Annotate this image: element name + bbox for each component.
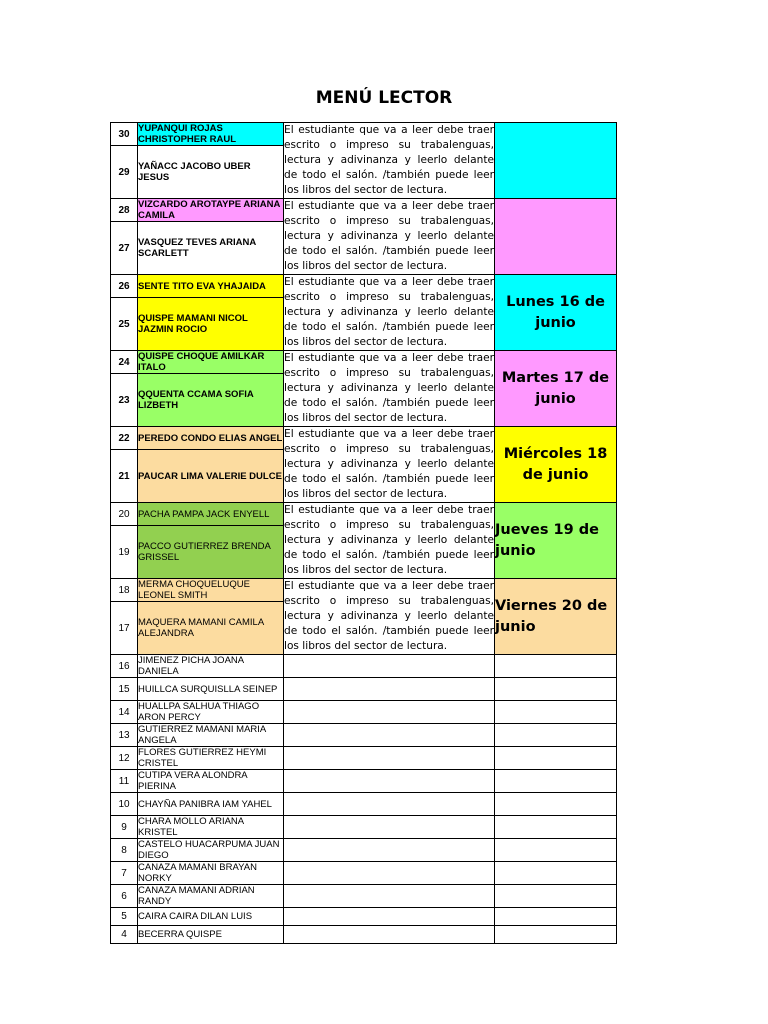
day-cell-miercoles: Miércoles 18 de junio bbox=[495, 427, 617, 503]
student-name: HUILLCA SURQUISLLA SEINEP bbox=[138, 678, 284, 701]
table-row bbox=[111, 655, 617, 678]
student-name: YAÑACC JACOBO UBER JESUS bbox=[138, 146, 284, 199]
empty-cell bbox=[284, 724, 495, 747]
student-name: FLORES GUTIERREZ HEYMI CRISTEL bbox=[138, 747, 284, 770]
table-row bbox=[111, 862, 617, 885]
instruction-text: El estudiante que va a leer debe traer escrito o impreso su trabalenguas, lectura y adivinanza y leerlo delante de todo el salón. /también puede leer los libros del sector de lectura. bbox=[284, 579, 495, 655]
instruction-text: El estudiante que va a leer debe traer escrito o impreso su trabalenguas, lectura y adivinanza y leerlo delante de todo el salón. /también puede leer los libros del sector de lectura. bbox=[284, 427, 495, 503]
student-number: 19 bbox=[111, 526, 138, 579]
student-name: SENTE TITO EVA YHAJAIDA bbox=[138, 275, 284, 298]
student-number: 11 bbox=[111, 770, 138, 793]
student-name: CANAZA MAMANI BRAYAN NORKY bbox=[138, 862, 284, 885]
student-number: 13 bbox=[111, 724, 138, 747]
table-row bbox=[111, 503, 617, 526]
empty-cell bbox=[284, 701, 495, 724]
empty-cell bbox=[284, 816, 495, 839]
table-row bbox=[111, 885, 617, 908]
student-number: 26 bbox=[111, 275, 138, 298]
table-row bbox=[111, 123, 617, 146]
student-number: 17 bbox=[111, 602, 138, 655]
empty-cell bbox=[284, 655, 495, 678]
student-number: 10 bbox=[111, 793, 138, 816]
table-row bbox=[111, 427, 617, 450]
student-number: 4 bbox=[111, 926, 138, 944]
student-number: 23 bbox=[111, 374, 138, 427]
student-name: BECERRA QUISPE bbox=[138, 926, 284, 944]
table-row bbox=[111, 926, 617, 944]
empty-cell bbox=[495, 816, 617, 839]
instruction-text: El estudiante que va a leer debe traer escrito o impreso su trabalenguas, lectura y adivinanza y leerlo delante de todo el salón. /también puede leer los libros del sector de lectura. bbox=[284, 275, 495, 351]
student-name: PACCO GUTIERREZ BRENDA GRISSEL bbox=[138, 526, 284, 579]
table-row bbox=[111, 701, 617, 724]
instruction-text: El estudiante que va a leer debe traer escrito o impreso su trabalenguas, lectura y adivinanza y leerlo delante de todo el salón. /también puede leer los libros del sector de lectura. bbox=[284, 199, 495, 275]
instruction-text: El estudiante que va a leer debe traer escrito o impreso su trabalenguas, lectura y adivinanza y leerlo delante de todo el salón. /también puede leer los libros del sector de lectura. bbox=[284, 123, 495, 199]
table-row bbox=[111, 770, 617, 793]
student-number: 16 bbox=[111, 655, 138, 678]
student-name: CANAZA MAMANI ADRIAN RANDY bbox=[138, 885, 284, 908]
student-name: VASQUEZ TEVES ARIANA SCARLETT bbox=[138, 222, 284, 275]
student-name: PAUCAR LIMA VALERIE DULCE bbox=[138, 450, 284, 503]
empty-cell bbox=[284, 747, 495, 770]
student-number: 15 bbox=[111, 678, 138, 701]
empty-cell bbox=[284, 862, 495, 885]
day-cell bbox=[495, 123, 617, 199]
empty-cell bbox=[495, 655, 617, 678]
student-name: QUISPE CHOQUE AMILKAR ITALO bbox=[138, 351, 284, 374]
student-name: YUPANQUI ROJAS CHRISTOPHER RAUL bbox=[138, 123, 284, 146]
table-row bbox=[111, 724, 617, 747]
student-name: CHAYÑA PANIBRA IAM YAHEL bbox=[138, 793, 284, 816]
student-number: 28 bbox=[111, 199, 138, 222]
table-row bbox=[111, 839, 617, 862]
day-cell-viernes: Viernes 20 de junio bbox=[495, 579, 617, 655]
empty-cell bbox=[495, 862, 617, 885]
student-number: 8 bbox=[111, 839, 138, 862]
student-name: QUISPE MAMANI NICOL JAZMIN ROCIO bbox=[138, 298, 284, 351]
empty-cell bbox=[495, 724, 617, 747]
table-row bbox=[111, 199, 617, 222]
page-title: MENÚ LECTOR bbox=[315, 88, 453, 108]
day-cell bbox=[495, 199, 617, 275]
empty-cell bbox=[495, 678, 617, 701]
table-row bbox=[111, 351, 617, 374]
student-name: PEREDO CONDO ELIAS ANGEL bbox=[138, 427, 284, 450]
student-name: JIMENEZ PICHA JOANA DANIELA bbox=[138, 655, 284, 678]
student-name: CAIRA CAIRA DILAN LUIS bbox=[138, 908, 284, 926]
empty-cell bbox=[495, 885, 617, 908]
student-name: VIZCARDO AROTAYPE ARIANA CAMILA bbox=[138, 199, 284, 222]
student-number: 7 bbox=[111, 862, 138, 885]
empty-cell bbox=[284, 793, 495, 816]
day-cell-lunes: Lunes 16 de junio bbox=[495, 275, 617, 351]
student-number: 29 bbox=[111, 146, 138, 199]
table-row bbox=[111, 678, 617, 701]
student-name: GUTIERREZ MAMANI MARIA ANGELA bbox=[138, 724, 284, 747]
empty-cell bbox=[495, 770, 617, 793]
empty-cell bbox=[284, 885, 495, 908]
empty-cell bbox=[495, 926, 617, 944]
day-cell-martes: Martes 17 de junio bbox=[495, 351, 617, 427]
table-row bbox=[111, 908, 617, 926]
student-number: 6 bbox=[111, 885, 138, 908]
instruction-text: El estudiante que va a leer debe traer escrito o impreso su trabalenguas, lectura y adivinanza y leerlo delante de todo el salón. /también puede leer los libros del sector de lectura. bbox=[284, 351, 495, 427]
student-number: 30 bbox=[111, 123, 138, 146]
student-number: 5 bbox=[111, 908, 138, 926]
empty-cell bbox=[495, 839, 617, 862]
student-number: 27 bbox=[111, 222, 138, 275]
student-name: CASTELO HUACARPUMA JUAN DIEGO bbox=[138, 839, 284, 862]
student-number: 24 bbox=[111, 351, 138, 374]
student-number: 20 bbox=[111, 503, 138, 526]
day-cell-jueves: Jueves 19 de junio bbox=[495, 503, 617, 579]
table-row bbox=[111, 816, 617, 839]
student-number: 14 bbox=[111, 701, 138, 724]
empty-cell bbox=[284, 770, 495, 793]
student-number: 9 bbox=[111, 816, 138, 839]
table-row bbox=[111, 275, 617, 298]
student-name: HUALLPA SALHUA THIAGO ARON PERCY bbox=[138, 701, 284, 724]
empty-cell bbox=[284, 839, 495, 862]
student-number: 25 bbox=[111, 298, 138, 351]
student-name: PACHA PAMPA JACK ENYELL bbox=[138, 503, 284, 526]
student-number: 18 bbox=[111, 579, 138, 602]
empty-cell bbox=[284, 678, 495, 701]
student-number: 22 bbox=[111, 427, 138, 450]
reading-schedule-table bbox=[110, 122, 617, 944]
empty-cell bbox=[495, 747, 617, 770]
student-name: CHARA MOLLO ARIANA KRISTEL bbox=[138, 816, 284, 839]
empty-cell bbox=[284, 926, 495, 944]
empty-cell bbox=[495, 793, 617, 816]
empty-cell bbox=[495, 701, 617, 724]
student-name: MERMA CHOQUELUQUE LEONEL SMITH bbox=[138, 579, 284, 602]
student-number: 12 bbox=[111, 747, 138, 770]
student-name: CUTIPA VERA ALONDRA PIERINA bbox=[138, 770, 284, 793]
empty-cell bbox=[495, 908, 617, 926]
table-row bbox=[111, 579, 617, 602]
student-number: 21 bbox=[111, 450, 138, 503]
student-name: MAQUERA MAMANI CAMILA ALEJANDRA bbox=[138, 602, 284, 655]
instruction-text: El estudiante que va a leer debe traer escrito o impreso su trabalenguas, lectura y adivinanza y leerlo delante de todo el salón. /también puede leer los libros del sector de lectura. bbox=[284, 503, 495, 579]
student-name: QQUENTA CCAMA SOFIA LIZBETH bbox=[138, 374, 284, 427]
empty-cell bbox=[284, 908, 495, 926]
table-row bbox=[111, 793, 617, 816]
table-row bbox=[111, 747, 617, 770]
